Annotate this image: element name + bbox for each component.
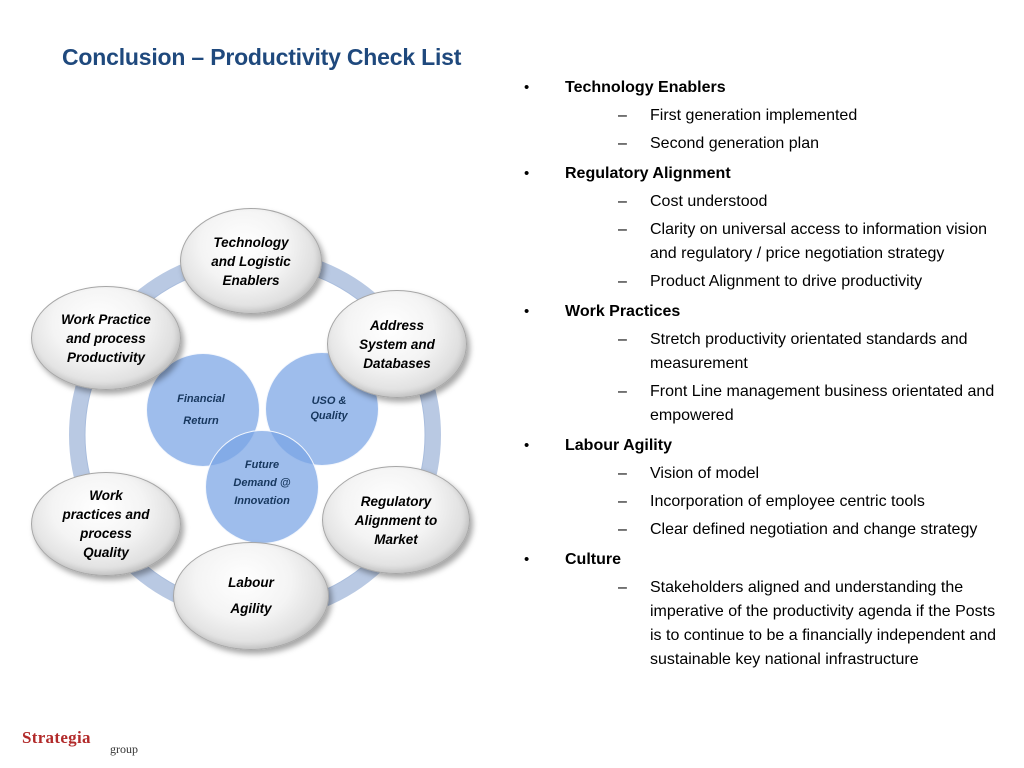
dash-marker: –: [618, 331, 627, 348]
checklist-item: [605, 462, 1005, 486]
checklist-section: [520, 548, 1000, 672]
venn-financial-return-label: Financial Return: [177, 393, 225, 427]
checklist-section: [520, 76, 1000, 156]
checklist-item: [605, 104, 1005, 128]
dash-marker: –: [618, 135, 627, 152]
node-technology-logistic-enablers: [180, 208, 322, 314]
dash-marker: –: [618, 107, 627, 124]
node-address-system-databases: [327, 290, 467, 398]
section-heading: Work Practices: [565, 303, 681, 320]
bullet-marker: •: [524, 303, 530, 320]
node-labour-agility: [173, 542, 329, 650]
node-regulatory-label: Regulatory Alignment to Market: [354, 493, 438, 547]
item-text: Clear defined negotiation and change strategy: [650, 521, 978, 538]
logo-wordmark: Strategia: [22, 728, 91, 747]
dash-marker: –: [618, 193, 627, 210]
section-heading: Culture: [565, 551, 621, 568]
checklist-item: [605, 518, 1005, 542]
section-heading: Regulatory Alignment: [565, 165, 731, 182]
dash-marker: –: [618, 221, 627, 238]
dash-marker: –: [618, 273, 627, 290]
dash-marker: –: [618, 521, 627, 538]
node-regulatory-alignment: [322, 466, 470, 574]
checklist-item: [605, 218, 1005, 266]
bullet-marker: •: [524, 165, 530, 182]
checklist-item: [605, 328, 1005, 376]
node-work-productivity-label: Work Practice and process Productivity: [61, 311, 151, 365]
item-text: Vision of model: [650, 465, 760, 482]
item-text: Cost understood: [650, 193, 768, 210]
checklist-item: [605, 490, 1005, 514]
checklist-item: [605, 576, 1005, 672]
item-text: Product Alignment to drive productivity: [650, 273, 923, 290]
venn-future-demand: [205, 430, 319, 544]
node-labour-label: Labour Agility: [228, 575, 274, 616]
dash-marker: –: [618, 383, 627, 400]
checklist-item: [605, 190, 1005, 214]
dash-marker: –: [618, 579, 627, 596]
node-technology-label: Technology and Logistic Enablers: [211, 234, 291, 288]
item-text: Second generation plan: [650, 135, 820, 152]
item-text: Front Line management business orientated and empowered: [650, 383, 995, 424]
venn-future-demand-label: Future Demand @ Innovation: [233, 459, 291, 507]
bullet-marker: •: [524, 79, 530, 96]
checklist: [520, 76, 1000, 672]
node-work-quality-label: Work practices and process Quality: [62, 488, 150, 560]
item-text: Stakeholders aligned and understanding the imperative of the productivity agenda if the Posts is to continue to be a financially independent and sustainable key national infrastructure: [650, 579, 997, 668]
logo-subtext: group: [110, 742, 138, 756]
dash-marker: –: [618, 465, 627, 482]
checklist-section: [520, 162, 1000, 294]
bullet-marker: •: [524, 437, 530, 454]
item-text: Clarity on universal access to information vision and regulatory / price negotiation strategy: [650, 221, 988, 262]
bullet-marker: •: [524, 551, 530, 568]
strategia-group-logo: [22, 728, 172, 756]
dash-marker: –: [618, 493, 627, 510]
item-text: Incorporation of employee centric tools: [650, 493, 925, 510]
checklist-item: [605, 380, 1005, 428]
item-text: First generation implemented: [650, 107, 858, 124]
section-heading: Technology Enablers: [565, 79, 726, 96]
checklist-section: [520, 434, 1000, 542]
item-text: Stretch productivity orientated standards and measurement: [650, 331, 968, 372]
checklist-section: [520, 300, 1000, 428]
node-work-practices-quality: [31, 472, 181, 576]
slide-title: Conclusion – Productivity Check List: [62, 44, 462, 70]
section-heading: Labour Agility: [565, 437, 672, 454]
checklist-item: [605, 270, 1005, 294]
checklist-item: [605, 132, 1005, 156]
node-work-practice-productivity: [31, 286, 181, 390]
venn-uso-quality-label: USO & Quality: [310, 395, 348, 422]
node-address-label: Address System and Databases: [359, 317, 435, 371]
